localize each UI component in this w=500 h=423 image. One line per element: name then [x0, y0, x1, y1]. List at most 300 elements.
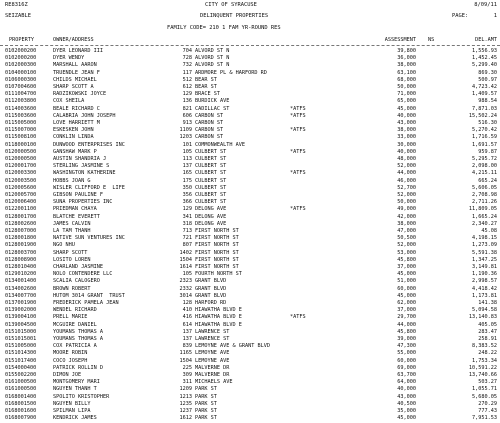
row-street-name: DELONG AVE: [195, 206, 227, 213]
row-property-id: 0134001400: [5, 278, 37, 285]
row-property-id: 0102000200: [5, 48, 37, 54]
row-assessment: 44,000: [397, 321, 416, 328]
row-property-id: 0115007000: [5, 127, 37, 134]
row-assessment: 64,000: [397, 379, 416, 386]
row-assessment: 47,000: [397, 228, 416, 234]
row-del-amt: 2,708.98: [472, 192, 497, 198]
row-street-number: 721: [182, 235, 192, 242]
row-owner-name: CALABRIA JOHN JOSEPH: [53, 112, 116, 119]
row-street-name: FIRST NORTH ST: [195, 228, 239, 234]
row-street-name: CULBERT ST: [195, 163, 227, 170]
family-code-line: FAMILY CODE= 210 1 FAM YR-ROUND RES: [167, 25, 281, 31]
col-del-amt: DEL.AMT: [475, 37, 497, 43]
row-assessment: 53,000: [397, 249, 416, 256]
row-owner-name: TRUENDLE JEAN F: [53, 69, 100, 76]
row-owner-name: NGO NHU: [53, 242, 75, 249]
row-street-name: DELONG AVE: [195, 213, 227, 220]
row-owner-name: BEALE RICHARD C: [53, 105, 100, 112]
row-assessment: 50,500: [397, 235, 416, 242]
row-property-id: 0115003600: [5, 112, 37, 119]
row-assessment: 39,000: [397, 336, 416, 342]
row-owner-name: JAMES CALVIN: [53, 220, 91, 227]
row-owner-name: DUNWOOD ENTERPRISES INC: [53, 141, 125, 148]
row-street-number: 839: [182, 343, 192, 350]
row-property-id: 0102000300: [5, 62, 37, 69]
row-owner-name: BROWN ROBERT: [53, 285, 91, 292]
row-owner-name: LOSITO LOREN: [53, 256, 91, 263]
row-street-number: 732: [182, 62, 192, 69]
row-del-amt: 1,273.09: [472, 242, 497, 249]
row-del-amt: 5,606.05: [472, 184, 497, 191]
row-del-amt: 3,149.81: [472, 264, 497, 270]
row-owner-name: GIBSON PAULINE F: [53, 192, 103, 198]
row-street-name: LEMOYNE AVE: [195, 357, 230, 364]
row-owner-name: SPILMAN LIPA: [53, 408, 91, 414]
row-assessment: 37,000: [397, 307, 416, 314]
row-street-number: 1213: [179, 393, 192, 400]
row-street-number: 704: [182, 48, 192, 54]
row-owner-name: CHILDS MICHAEL: [53, 76, 97, 83]
row-street-number: 1612: [179, 415, 192, 422]
row-street-number: 105: [182, 271, 192, 278]
row-owner-name: DYER WENDY: [53, 55, 85, 62]
row-del-amt: 258.91: [478, 336, 497, 342]
row-property-id: 0161000500: [5, 379, 37, 386]
row-owner-name: CONKLIN LINDA: [53, 134, 94, 141]
row-flag: *ATFS: [290, 148, 306, 155]
row-del-amt: 5,680.05: [472, 393, 497, 400]
row-street-number: 105: [182, 148, 192, 155]
row-street-name: GRANT BLVD: [195, 278, 227, 285]
row-assessment: 52,000: [397, 163, 416, 170]
row-street-name: CULBERT ST: [195, 148, 227, 155]
row-del-amt: 2,340.27: [472, 220, 497, 227]
row-owner-name: SUNA PROPERTIES INC: [53, 199, 113, 206]
row-property-id: 0154000400: [5, 364, 37, 371]
row-property-id: 0118000100: [5, 141, 37, 148]
row-street-number: 309: [182, 372, 192, 378]
row-assessment: 48,000: [397, 156, 416, 162]
row-owner-name: MOORE ROBIN: [53, 350, 88, 357]
column-header-row: [0, 36, 500, 45]
row-street-name: PARK ST: [195, 386, 217, 393]
row-property-id: 0120000500: [5, 156, 37, 162]
row-assessment: 45,000: [397, 415, 416, 422]
row-del-amt: 141.38: [478, 300, 497, 306]
row-owner-name: PRIEDMAN CHAYA: [53, 206, 97, 213]
row-owner-name: NOLO CONTENDERE LLC: [53, 271, 113, 278]
row-flag: *ATFS: [290, 105, 306, 112]
row-street-number: 2323: [179, 278, 192, 285]
row-street-number: 612: [182, 84, 192, 90]
row-del-amt: 15,502.24: [468, 112, 497, 119]
row-street-name: HIAWATHA BLVD E: [195, 307, 242, 314]
row-owner-name: DYER LEONARD III: [53, 48, 103, 54]
row-del-amt: 5,299.40: [472, 62, 497, 69]
row-property-id: 0139002000: [5, 307, 37, 314]
row-street-name: ALVORD ST N: [195, 62, 230, 69]
row-street-name: MALVERNE DR: [195, 364, 230, 371]
row-del-amt: 283.47: [478, 328, 497, 335]
row-assessment: 38,000: [397, 62, 416, 69]
row-owner-name: FREDERICK PAMELA JEAN: [53, 300, 119, 306]
row-assessment: 42,000: [397, 213, 416, 220]
row-del-amt: 516.30: [478, 120, 497, 126]
row-del-amt: 1,691.57: [472, 141, 497, 148]
row-assessment: 52,700: [397, 184, 416, 191]
row-property-id: 0107004600: [5, 84, 37, 90]
row-property-id: 0104000100: [5, 69, 37, 76]
row-street-number: 128: [182, 300, 192, 306]
report-date: 8/09/11: [474, 2, 497, 8]
row-owner-name: SHARP SCOTT: [53, 249, 88, 256]
row-del-amt: 405.05: [478, 321, 497, 328]
row-assessment: 50,000: [397, 84, 416, 90]
row-street-number: 356: [182, 192, 192, 198]
row-street-name: FIRST NORTH ST: [195, 256, 239, 263]
row-street-name: BEAR ST: [195, 76, 217, 83]
row-street-name: BURDICK AVE: [195, 98, 230, 105]
row-street-number: 728: [182, 55, 192, 62]
row-street-number: 821: [182, 105, 192, 112]
row-street-number: 341: [182, 213, 192, 220]
row-assessment: 71,000: [397, 91, 416, 98]
row-street-number: 318: [182, 220, 192, 227]
row-owner-name: COX SHEILA: [53, 98, 85, 105]
col-ns: NS: [428, 37, 435, 43]
row-assessment: 40,000: [397, 112, 416, 119]
row-owner-name: CHARLAND JASMINE: [53, 264, 103, 270]
row-del-amt: 4,418.42: [472, 285, 497, 292]
row-street-number: 512: [182, 76, 192, 83]
row-street-number: 3014: [179, 292, 192, 299]
row-del-amt: 7,871.03: [472, 105, 497, 112]
row-del-amt: 869.30: [478, 69, 497, 76]
row-property-id: 0134007700: [5, 292, 37, 299]
row-del-amt: 503.27: [478, 379, 497, 386]
row-property-id: 0120001700: [5, 163, 37, 170]
row-del-amt: 1,716.59: [472, 134, 497, 141]
row-assessment: 45,000: [397, 292, 416, 299]
row-property-id: 0120000500: [5, 148, 37, 155]
row-assessment: 45,800: [397, 256, 416, 263]
row-street-name: FIRST NORTH ST: [195, 249, 239, 256]
row-owner-name: NATIVE SUN VENTURES INC: [53, 235, 125, 242]
row-flag: *ATFS: [290, 170, 306, 177]
row-property-id: 0151014300: [5, 350, 37, 357]
row-street-number: 129: [182, 206, 192, 213]
row-del-amt: 777.43: [478, 408, 497, 414]
row-assessment: 36,000: [397, 55, 416, 62]
row-owner-name: NGUYEN THANH T: [53, 386, 97, 393]
row-assessment: 45,800: [397, 328, 416, 335]
row-del-amt: 1,190.36: [472, 271, 497, 278]
row-street-name: MALVERNE DR: [195, 372, 230, 378]
row-street-number: 713: [182, 228, 192, 234]
row-del-amt: 248.22: [478, 350, 497, 357]
row-street-name: DELONG AVE: [195, 220, 227, 227]
row-street-name: CARBON ST: [195, 134, 224, 141]
row-street-number: 1235: [179, 400, 192, 407]
row-del-amt: 2,711.26: [472, 199, 497, 206]
row-street-number: 113: [182, 156, 192, 162]
row-street-number: 1237: [179, 408, 192, 414]
row-owner-name: LOVE HARRIETT M: [53, 120, 100, 126]
row-flag: *ATFS: [290, 127, 306, 134]
row-assessment: 69,000: [397, 364, 416, 371]
row-property-id: 0151015001: [5, 336, 37, 342]
row-property-id: 0128002600: [5, 220, 37, 227]
row-street-number: 350: [182, 184, 192, 191]
row-property-id: 0128008900: [5, 256, 37, 263]
row-owner-name: COCO JOSEPH: [53, 357, 88, 364]
row-street-name: GRANT BLVD: [195, 292, 227, 299]
row-property-id: 0120003300: [5, 170, 37, 177]
row-del-amt: 1,556.93: [472, 48, 497, 54]
row-street-number: 1209: [179, 386, 192, 393]
col-owner-address: OWNER/ADDRESS: [53, 37, 94, 43]
row-street-number: 165: [182, 170, 192, 177]
row-assessment: 50,000: [397, 199, 416, 206]
section-label: SEIZABLE: [5, 13, 31, 19]
col-assessment: ASSESSMENT: [384, 37, 416, 43]
row-del-amt: 988.54: [478, 98, 497, 105]
row-street-number: 416: [182, 314, 192, 321]
row-street-name: CARBON ST: [195, 127, 224, 134]
row-del-amt: 5,270.42: [472, 127, 497, 134]
page-label: PAGE:: [452, 13, 469, 19]
row-street-name: ALVORD ST N: [195, 55, 230, 62]
row-property-id: 0128001900: [5, 242, 37, 249]
report-title: DELINQUENT PROPERTIES: [200, 13, 269, 19]
row-owner-name: GANSHAW MARK P: [53, 148, 97, 155]
row-street-number: 175: [182, 177, 192, 184]
row-property-id: 0120005600: [5, 184, 37, 191]
row-street-number: 1402: [179, 249, 192, 256]
org-name: CITY OF SYRACUSE: [205, 2, 257, 8]
row-street-number: 1165: [179, 350, 192, 357]
row-street-name: FOURTH NORTH ST: [195, 271, 242, 278]
row-property-id: 0161000500: [5, 386, 37, 393]
row-property-id: 0102000200: [5, 55, 37, 62]
row-property-id: 0137001900: [5, 300, 37, 306]
row-assessment: 40,000: [397, 386, 416, 393]
row-street-name: PARK ST: [195, 415, 217, 422]
row-assessment: 39,800: [397, 48, 416, 54]
row-street-name: CULBERT ST: [195, 184, 227, 191]
row-property-id: 0155002200: [5, 372, 37, 378]
row-owner-name: SCALIA CALOGERO: [53, 278, 100, 285]
row-property-id: 0128003700: [5, 249, 37, 256]
row-street-name: PARK ST: [195, 393, 217, 400]
row-property-id: 0134002600: [5, 285, 37, 292]
row-street-number: 117: [182, 69, 192, 76]
report-header-line-1: [0, 1, 500, 10]
row-street-name: HARFORD RD: [195, 300, 227, 306]
row-street-name: FIRST NORTH ST: [195, 235, 239, 242]
row-owner-name: AUSTIN SHANDRIA J: [53, 156, 107, 162]
table-row: [0, 414, 500, 423]
row-flag: *ATFS: [290, 206, 306, 213]
report-header-line-3: [0, 24, 500, 33]
row-property-id: 0112003800: [5, 98, 37, 105]
row-property-id: 0106000300: [5, 76, 37, 83]
row-del-amt: 959.87: [478, 148, 497, 155]
row-assessment: 35,000: [397, 408, 416, 414]
row-assessment: 49,000: [397, 206, 416, 213]
row-del-amt: 4,198.15: [472, 235, 497, 242]
row-property-id: 0139004500: [5, 321, 37, 328]
row-property-id: 0151005000: [5, 343, 37, 350]
row-flag: *ATFS: [290, 112, 306, 119]
row-assessment: 30,000: [397, 141, 416, 148]
row-assessment: 38,000: [397, 127, 416, 134]
row-assessment: 38,000: [397, 220, 416, 227]
report-id: RE8316Z: [5, 2, 28, 8]
row-property-id: 0168001500: [5, 400, 37, 407]
row-street-name: LAWRENCE ST: [195, 336, 230, 342]
row-street-name: FIRST NORTH ST: [195, 264, 239, 270]
row-street-name: MICHAELS AVE: [195, 379, 233, 386]
row-owner-name: ESKESKEN JOHN: [53, 127, 94, 134]
row-street-number: 1109: [179, 127, 192, 134]
row-street-name: FIRST NORTH ST: [195, 242, 239, 249]
row-assessment: 43,000: [397, 393, 416, 400]
row-owner-name: BLATCHE EVERETT: [53, 213, 100, 220]
row-property-id: 0115008100: [5, 134, 37, 141]
row-street-number: 1504: [179, 357, 192, 364]
row-owner-name: MONTGOMERY MARI: [53, 379, 100, 386]
row-owner-name: COX PATRICIA A: [53, 343, 97, 350]
row-property-id: 0168007900: [5, 415, 37, 422]
row-street-name: ALVORD ST N: [195, 48, 230, 54]
row-del-amt: 11,809.05: [468, 206, 497, 213]
row-street-name: HIAWATHA BLVD E: [195, 321, 242, 328]
row-del-amt: 13,140.83: [468, 314, 497, 321]
row-del-amt: 4,723.42: [472, 84, 497, 90]
row-street-name: CARBON ST: [195, 120, 224, 126]
row-owner-name: HOBBS JOAN G: [53, 177, 91, 184]
row-property-id: 0120003500: [5, 177, 37, 184]
row-street-name: CULBERT ST: [195, 177, 227, 184]
row-owner-name: RADZIKOWSKI JOYCE: [53, 91, 107, 98]
row-del-amt: 2,998.57: [472, 278, 497, 285]
row-property-id: 0129010200: [5, 271, 37, 278]
row-del-amt: 665.24: [478, 177, 497, 184]
row-street-name: BEAR ST: [195, 84, 217, 90]
row-street-number: 137: [182, 163, 192, 170]
row-property-id: 0115005000: [5, 120, 37, 126]
row-street-number: 137: [182, 328, 192, 335]
row-property-id: 0168001600: [5, 408, 37, 414]
row-street-number: 614: [182, 321, 192, 328]
row-street-name: CULBERT ST: [195, 199, 227, 206]
row-owner-name: SHARP SCOTT A: [53, 84, 94, 90]
row-owner-name: PRELL MARIE: [53, 314, 88, 321]
row-street-name: LEMOYNE AVE & GRANT BLVD: [195, 343, 270, 350]
row-del-amt: 10,591.22: [468, 364, 497, 371]
row-street-number: 606: [182, 112, 192, 119]
row-street-name: LEMOYNE AVE: [195, 350, 230, 357]
row-del-amt: 7,951.53: [472, 415, 497, 422]
row-assessment: 43,000: [397, 120, 416, 126]
row-del-amt: 1,173.81: [472, 292, 497, 299]
row-owner-name: MCGUIRE DANIEL: [53, 321, 97, 328]
row-owner-name: YOUMANS THOMAS A: [53, 336, 103, 342]
row-street-number: 410: [182, 307, 192, 314]
row-property-id: 0114003600: [5, 105, 37, 112]
row-property-id: 0139004100: [5, 314, 37, 321]
row-property-id: 0128007000: [5, 228, 37, 234]
row-owner-name: WASHINGTON KATHERINE: [53, 170, 116, 177]
row-assessment: 60,000: [397, 357, 416, 364]
row-assessment: 40,000: [397, 148, 416, 155]
row-owner-name: SPOLITO KRISTOPHER: [53, 393, 110, 400]
row-street-number: 1504: [179, 256, 192, 263]
row-street-name: CADILLAC ST: [195, 105, 230, 112]
row-street-name: PARK ST: [195, 408, 217, 414]
row-del-amt: 1,055.71: [472, 386, 497, 393]
row-property-id: 0151017400: [5, 357, 37, 364]
row-street-name: GRANT BLVD: [195, 285, 227, 292]
row-street-number: 225: [182, 364, 192, 371]
row-street-number: 311: [182, 379, 192, 386]
row-property-id: 0122001100: [5, 206, 37, 213]
row-del-amt: 5,591.38: [472, 249, 497, 256]
page-number: 1: [493, 13, 497, 19]
row-property-id: 0151015000: [5, 328, 37, 335]
row-owner-name: STERLING JASMINE S: [53, 163, 110, 170]
row-del-amt: 5,295.72: [472, 156, 497, 162]
row-street-number: 807: [182, 242, 192, 249]
row-del-amt: 8,383.52: [472, 343, 497, 350]
row-street-name: CULBERT ST: [195, 192, 227, 198]
row-street-name: CULBERT ST: [195, 156, 227, 162]
row-del-amt: 1,452.45: [472, 55, 497, 62]
row-assessment: 33,000: [397, 134, 416, 141]
row-street-number: 1614: [179, 264, 192, 270]
row-owner-name: KENDRICK JAMES: [53, 415, 97, 422]
row-property-id: 0168001400: [5, 393, 37, 400]
row-owner-name: YOUMANS THOMAS A: [53, 328, 103, 335]
row-assessment: 29,700: [397, 314, 416, 321]
row-street-name: CULBERT ST: [195, 170, 227, 177]
row-del-amt: 1,753.34: [472, 357, 497, 364]
row-street-name: ARDMORE PL & HARFORD RD: [195, 69, 267, 76]
row-assessment: 68,000: [397, 76, 416, 83]
row-assessment: 63,700: [397, 372, 416, 378]
row-del-amt: 13,740.66: [468, 372, 497, 378]
row-street-number: 2332: [179, 285, 192, 292]
row-street-number: 913: [182, 120, 192, 126]
row-owner-name: LA TAM THANH: [53, 228, 91, 234]
row-assessment: 55,000: [397, 350, 416, 357]
row-assessment: 37,000: [397, 264, 416, 270]
row-street-number: 101: [182, 141, 192, 148]
row-flag: *ATFS: [290, 314, 306, 321]
row-street-name: CARBON ST: [195, 112, 224, 119]
row-street-number: 129: [182, 91, 192, 98]
row-street-name: PARK ST: [195, 400, 217, 407]
report-header-line-2: [0, 12, 500, 21]
row-assessment: 44,000: [397, 170, 416, 177]
row-del-amt: 2,098.00: [472, 163, 497, 170]
row-del-amt: 500.97: [478, 76, 497, 83]
row-property-id: 0128001800: [5, 235, 37, 242]
row-assessment: 62,000: [397, 300, 416, 306]
row-owner-name: WISLER CLIFFORD E LIFE: [53, 184, 125, 191]
row-assessment: 46,000: [397, 177, 416, 184]
